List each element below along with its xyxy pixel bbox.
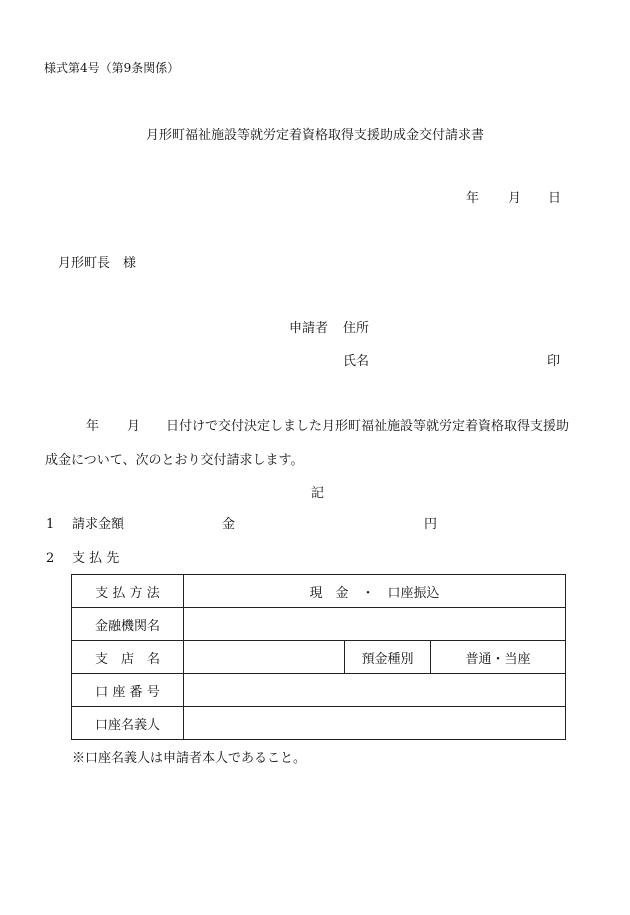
item2-label: 支 払 先 bbox=[72, 551, 120, 566]
body-line1: 日付けで交付決定しました月形町福祉施設等就労定着資格取得支援助 bbox=[166, 419, 570, 434]
table-row-bank-name bbox=[72, 608, 566, 641]
account-holder-label: 口座名義人 bbox=[72, 707, 184, 740]
account-number-field[interactable] bbox=[184, 674, 566, 707]
applicant-label: 申請者 bbox=[289, 321, 329, 336]
item1-kin: 金 bbox=[222, 517, 236, 532]
seal-mark: 印 bbox=[547, 354, 561, 369]
date-year: 年 bbox=[466, 191, 480, 206]
date-day: 日 bbox=[548, 191, 562, 206]
item1-yen: 円 bbox=[424, 517, 438, 532]
applicant-name-label: 氏名 bbox=[343, 354, 370, 369]
body-month: 月 bbox=[127, 419, 141, 434]
payment-table bbox=[71, 574, 566, 740]
table-row-account-holder bbox=[72, 707, 566, 740]
payment-method-value: 現 金 ・ 口座振込 bbox=[184, 575, 566, 608]
account-number-label: 口 座 番 号 bbox=[72, 674, 184, 707]
branch-label: 支 店 名 bbox=[72, 641, 184, 674]
account-holder-field[interactable] bbox=[184, 707, 566, 740]
table-row-account-number bbox=[72, 674, 566, 707]
addressee: 月形町長 様 bbox=[58, 256, 137, 271]
body-year: 年 bbox=[86, 419, 100, 434]
document-title: 月形町福祉施設等就労定着資格取得支援助成金交付請求書 bbox=[145, 128, 484, 143]
branch-field[interactable] bbox=[184, 641, 345, 674]
date-month: 月 bbox=[508, 191, 522, 206]
form-number: 様式第4号（第9条関係） bbox=[44, 61, 180, 75]
item2-number: 2 bbox=[46, 551, 55, 566]
body-line2: 成金について、次のとおり交付請求します。 bbox=[45, 453, 304, 468]
item1-label: 請求金額 bbox=[72, 517, 125, 532]
applicant-address-label: 住所 bbox=[343, 321, 370, 336]
payment-method-label: 支 払 方 法 bbox=[72, 575, 184, 608]
table-row-payment-method bbox=[72, 575, 566, 608]
deposit-type-label: 預金種別 bbox=[345, 641, 431, 674]
bank-name-field[interactable] bbox=[184, 608, 566, 641]
deposit-type-value: 普通・当座 bbox=[431, 641, 566, 674]
item1-number: 1 bbox=[46, 517, 55, 532]
account-holder-note: ※口座名義人は申請者本人であること。 bbox=[72, 751, 307, 766]
bank-name-label: 金融機関名 bbox=[72, 608, 184, 641]
table-row-branch bbox=[72, 641, 566, 674]
ki-heading: 記 bbox=[311, 486, 325, 501]
